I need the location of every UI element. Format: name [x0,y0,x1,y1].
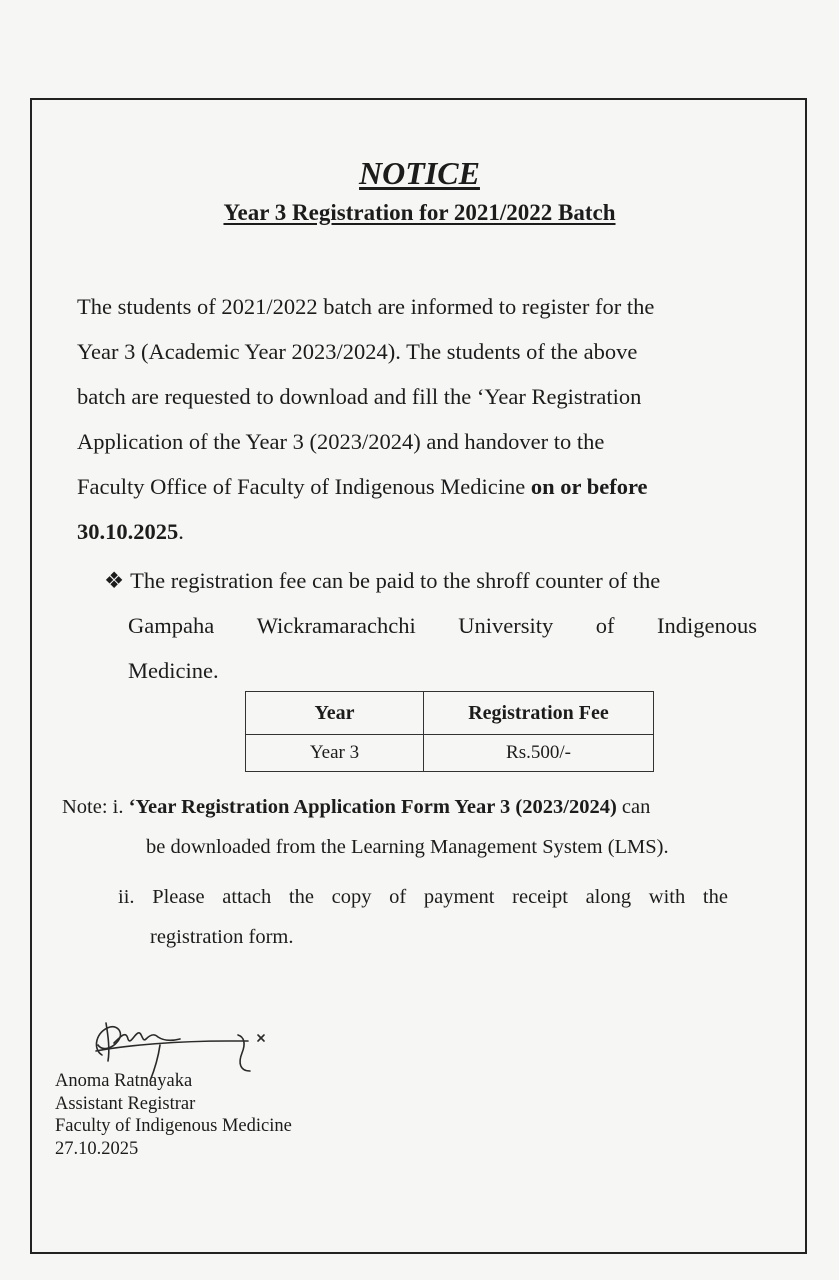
note-word: the [702,886,728,908]
note-word: receipt [512,886,568,908]
note-word: the [288,886,314,908]
signatory-block [55,1070,292,1160]
bullet-word: Wickramarachchi [256,613,416,638]
note-word: with [648,886,686,908]
note-word: copy [331,886,372,908]
note-prefix: ii. [118,886,135,908]
notice-title: NOTICE [359,155,480,191]
bullet-word: University [458,613,554,638]
bullet-line [104,558,757,603]
table-cell: Year 3 [246,735,424,772]
signatory-faculty: Faculty of Indigenous Medicine [55,1116,292,1136]
table-header-row [246,692,654,735]
deadline-date: 30.10.2025 [77,519,179,544]
signatory-name: Anoma Ratnayaka [55,1071,193,1091]
body-line: Application of the Year 3 (2023/2024) and handover to the [77,429,605,454]
diamond-bullet-icon: ❖ [104,568,125,593]
table-header: Registration Fee [424,692,654,735]
bullet-text: The registration fee can be paid to the shroff counter of the [130,568,661,593]
table-header: Year [246,692,424,735]
note-line [62,878,728,918]
form-name: ‘Year Registration Application Form Year 3 (2023/2024) [128,796,617,818]
note-word: payment [423,886,495,908]
note-word: attach [222,886,272,908]
body-paragraph [77,284,757,554]
note-line: be downloaded from the Learning Management System (LMS). [146,836,669,858]
body-line [77,464,757,509]
period: . [178,519,184,544]
bullet-line [104,603,757,648]
note-line [62,788,752,828]
fee-bullet [104,558,757,693]
fee-table [245,691,654,772]
note-word: along [585,886,632,908]
table-cell: Rs.500/- [424,735,654,772]
deadline-phrase: on or before [530,474,648,499]
bullet-word: of [595,613,615,638]
body-line: Year 3 (Academic Year 2023/2024). The students of the above [77,339,638,364]
note-section [62,788,752,958]
notice-date: 27.10.2025 [55,1138,139,1159]
body-line: The students of 2021/2022 batch are informed to register for the [77,294,655,319]
bullet-line: Medicine. [128,658,219,683]
bullet-word: Indigenous [656,613,757,638]
note-word: Please [152,886,205,908]
body-line [77,509,757,554]
body-line: batch are requested to download and fill the ‘Year Registration [77,384,642,409]
note-text: can [621,796,651,818]
table-row [246,735,654,772]
note-prefix: Note: i. [62,796,124,818]
body-text: Faculty Office of Faculty of Indigenous Medicine [77,474,526,499]
notice-subtitle: Year 3 Registration for 2021/2022 Batch [223,200,616,225]
bullet-word: Gampaha [128,613,215,638]
signatory-position: Assistant Registrar [55,1093,196,1114]
note-word: of [389,886,407,908]
note-line: registration form. [150,926,294,948]
